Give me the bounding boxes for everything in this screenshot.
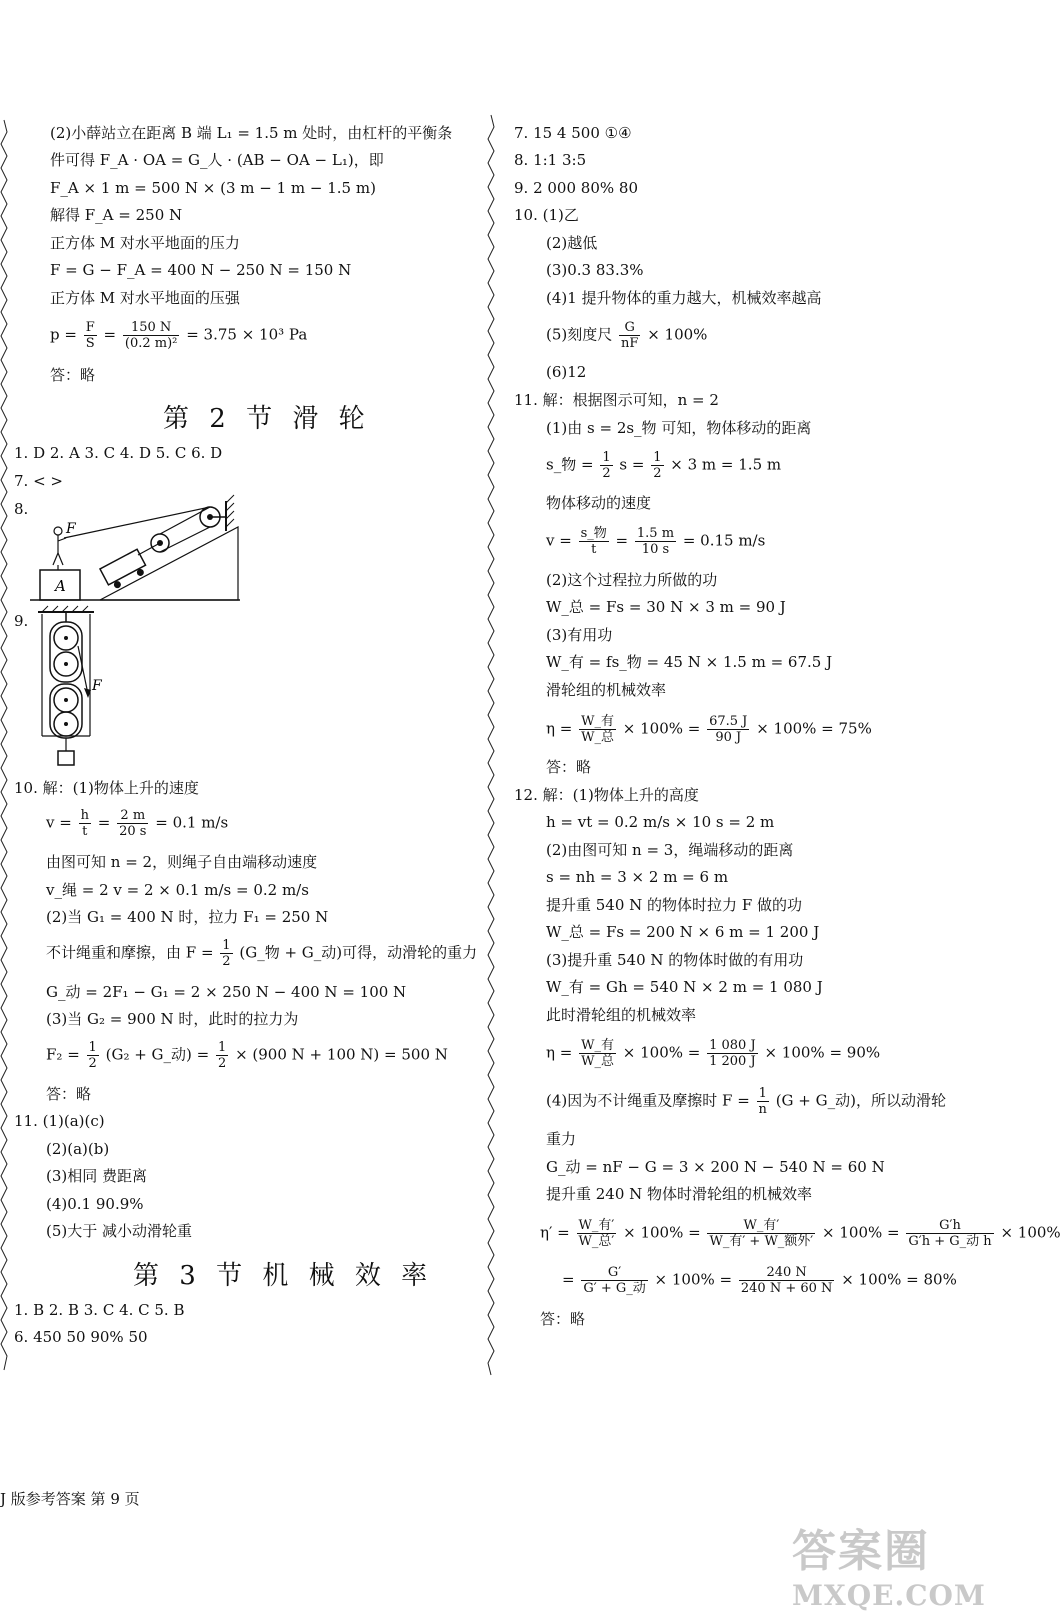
box-label-A: A (55, 577, 66, 595)
mc-answers: 1. B 2. B 3. C 4. C 5. B (14, 1301, 185, 1319)
force-label-F: F (66, 521, 76, 537)
text-line: (3)当 G₂ = 900 N 时，此时的拉力为 (46, 1010, 299, 1028)
watermark-logo (792, 1515, 992, 1612)
answer-7: 7. < > (14, 472, 63, 490)
answer-line: 答：略 (546, 758, 592, 776)
text-line: (2)这个过程拉力所做的功 (546, 571, 718, 589)
text-line: (3)有用功 (546, 626, 613, 644)
section-title: 第 3 节 机 械 效 率 (133, 1261, 434, 1291)
pulley-incline-diagram (30, 495, 245, 605)
answer-10: 10. (1)乙 (514, 206, 579, 224)
text-line: F = G − F_A = 400 N − 250 N = 150 N (50, 261, 352, 279)
text-line: (1)由 s = 2s_物 可知，物体移动的距离 (546, 419, 812, 437)
text-line: s = nh = 3 × 2 m = 6 m (546, 868, 729, 886)
text-line: 正方体 M 对水平地面的压力 (50, 234, 240, 252)
text-line: 件可得 F_A · OA = G_人 · (AB − OA − L₁)，即 (50, 151, 384, 169)
text-line: 物体移动的速度 (546, 494, 652, 512)
text-line: (2)由图可知 n = 3，绳端移动的距离 (546, 841, 794, 859)
text-line-fraction: 不计绳重和摩擦，由 F = $\frac{1}{2}$ (G_物 + G_动)可得，动滑轮的重力 (46, 938, 478, 969)
text-line: 解得 F_A = 250 N (50, 206, 183, 224)
text-line: 提升重 240 N 物体时滑轮组的机械效率 (546, 1185, 813, 1203)
text-line: G_动 = nF − G = 3 × 200 N − 540 N = 60 N (546, 1158, 885, 1176)
text-line: h = vt = 0.2 m/s × 10 s = 2 m (546, 813, 775, 831)
formula-efficiency-result: = $\frac{G'}{\text{G′ + G\_动}}$ × 100% = $\frac{240 N}{240 N + 60 N}$ × 100% = 80% (562, 1265, 957, 1296)
answer-line: 答：略 (540, 1310, 586, 1328)
text-line: W_有 = Gh = 540 N × 2 m = 1 080 J (546, 978, 823, 996)
text-line: W_总 = Fs = 30 N × 3 m = 90 J (546, 598, 786, 616)
watermark-top: 答案圈 (792, 1526, 930, 1577)
answer-11: (5)大于 减小动滑轮重 (46, 1222, 193, 1240)
answer-12-head: 12. 解：(1)物体上升的高度 (514, 786, 699, 804)
mc-answers: 1. D 2. A 3. C 4. D 5. C 6. D (14, 444, 223, 462)
text-line: W_有 = fs_物 = 45 N × 1.5 m = 67.5 J (546, 653, 833, 671)
answer-8-label: 8. (14, 500, 29, 518)
formula-velocity: v = $\frac{h}{t}$ = $\frac{2 m}{20 s}$ = 0.1 m/s (46, 808, 229, 839)
formula-efficiency: η = $\frac{\text{W\_有}}{\text{W\_总}}$ × 100% = $\frac{67.5 J}{90 J}$ × 100% = 75% (546, 714, 872, 745)
answer-11: (2)(a)(b) (46, 1140, 110, 1158)
text-line: (2)当 G₁ = 400 N 时，拉力 F₁ = 250 N (46, 908, 329, 926)
answer-10: (2)越低 (546, 234, 598, 252)
section-title: 第 2 节 滑 轮 (163, 404, 371, 434)
text-line: 提升重 540 N 的物体时拉力 F 做的功 (546, 896, 803, 914)
answer-10-head: 10. 解：(1)物体上升的速度 (14, 779, 199, 797)
text-line: 正方体 M 对水平地面的压强 (50, 289, 240, 307)
answer-11: (4)0.1 90.9% (46, 1195, 144, 1213)
text-line: 由图可知 n = 2，则绳子自由端移动速度 (46, 853, 318, 871)
formula-pressure: p = $\frac{F}{S}$ = $\frac{150 N}{\text{(0.2 m)²}}$ = 3.75 × 10³ Pa (50, 320, 308, 351)
answer-7: 7. 15 4 500 ①④ (514, 124, 632, 142)
column-divider (487, 115, 495, 1375)
answer-10: (3)0.3 83.3% (546, 261, 644, 279)
answer-10: (6)12 (546, 363, 587, 381)
page-footer: J 版参考答案 第 9 页 (0, 1490, 140, 1508)
formula-velocity: v = $\frac{\text{s\_物}}{t}$ = $\frac{1.5 m}{10 s}$ = 0.15 m/s (546, 526, 766, 557)
answer-line: 答：略 (46, 1085, 92, 1103)
answer-10-5: (5)刻度尺 $\frac{G}{nF}$ × 100% (546, 320, 708, 351)
force-label-F: F (92, 678, 102, 694)
answer-11-head: 11. 解：根据图示可知，n = 2 (514, 391, 719, 409)
text-line: v_绳 = 2 v = 2 × 0.1 m/s = 0.2 m/s (46, 881, 309, 899)
answer-11: 11. (1)(a)(c) (14, 1112, 105, 1130)
answer-8: 8. 1:1 3:5 (514, 151, 587, 169)
answer-10: (4)1 提升物体的重力越大，机械效率越高 (546, 289, 822, 307)
formula-force: F₂ = $\frac{1}{2}$ (G₂ + G_动) = $\frac{1}{2}$ × (900 N + 100 N) = 500 N (46, 1040, 448, 1071)
formula-efficiency-prime: η′ = $\frac{\text{W\_有′}}{\text{W\_总′}}$ × 100% = $\frac{\text{W\_有′}}{\text{W\_有′ + W\_额外′}}$ × 100% = $\frac{G'h}{\text{G′h + G\_动 h}}$ × 100% (540, 1218, 1061, 1249)
text-line: (3)提升重 540 N 的物体时做的有用功 (546, 951, 804, 969)
answer-9: 9. 2 000 80% 80 (514, 179, 638, 197)
watermark-bottom: MXQE.COM (792, 1579, 986, 1612)
answer-6: 6. 450 50 90% 50 (14, 1328, 148, 1346)
text-line: 滑轮组的机械效率 (546, 681, 667, 699)
text-line-fraction: (4)因为不计绳重及摩擦时 F = $\frac{1}{n}$ (G + G_动)，所以动滑轮 (546, 1086, 946, 1117)
formula-distance: s_物 = $\frac{1}{2}$ s = $\frac{1}{2}$ × 3 m = 1.5 m (546, 450, 782, 481)
answer-9-label: 9. (14, 612, 29, 630)
text-line: F_A × 1 m = 500 N × (3 m − 1 m − 1.5 m) (50, 179, 376, 197)
pulley-block-diagram (36, 606, 116, 771)
text-line: 重力 (546, 1130, 577, 1148)
left-page-edge (0, 120, 8, 1370)
answer-line: 答：略 (50, 366, 96, 384)
formula-efficiency: η = $\frac{\text{W\_有}}{\text{W\_总}}$ × 100% = $\frac{1 080 J}{1 200 J}$ × 100% = 90% (546, 1038, 881, 1069)
text-line: (2)小薛站立在距离 B 端 L₁ = 1.5 m 处时，由杠杆的平衡条 (50, 124, 453, 142)
text-line: G_动 = 2F₁ − G₁ = 2 × 250 N − 400 N = 100 N (46, 983, 407, 1001)
text-line: W_总 = Fs = 200 N × 6 m = 1 200 J (546, 923, 820, 941)
text-line: 此时滑轮组的机械效率 (546, 1006, 697, 1024)
answer-11: (3)相同 费距离 (46, 1167, 148, 1185)
